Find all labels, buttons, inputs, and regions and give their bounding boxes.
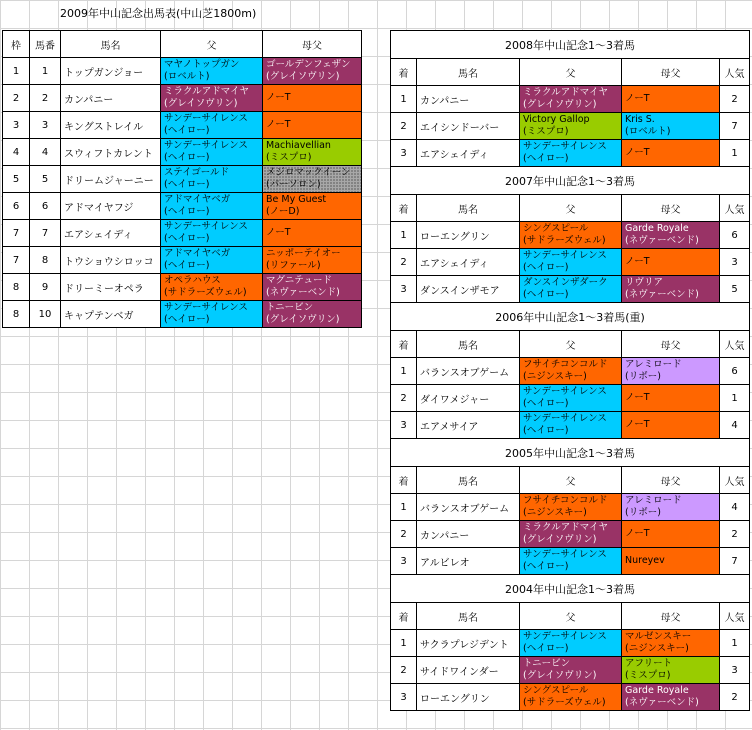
result-broodmare-sire: アレミロード (リボー) bbox=[622, 494, 720, 521]
result-broodmare-sire: Nureyev bbox=[622, 548, 720, 575]
entry-sire: オペラハウス (サドラーズウェル) bbox=[161, 274, 263, 301]
entry-sire: ステイゴールド (ヘイロー) bbox=[161, 166, 263, 193]
result-horse-name: エイシンドーバー bbox=[417, 113, 520, 140]
result-sire: シングスピール (サドラーズウェル) bbox=[520, 222, 622, 249]
header-popularity: 人気 bbox=[720, 331, 750, 358]
result-horse-name: エアシェイディ bbox=[417, 249, 520, 276]
entry-row bbox=[3, 193, 362, 220]
result-broodmare-sire: ノーT bbox=[622, 140, 720, 167]
result-broodmare-sire: Kris S. (ロベルト) bbox=[622, 113, 720, 140]
entry-umaban: 2 bbox=[30, 85, 61, 112]
result-horse-name: アルビレオ bbox=[417, 548, 520, 575]
result-sire: サンデーサイレンス (ヘイロー) bbox=[520, 548, 622, 575]
entry-broodmare-sire: トニービン (グレイソヴリン) bbox=[263, 301, 362, 328]
result-sire: ダンスインザダーク (ヘイロー) bbox=[520, 276, 622, 303]
result-finish: 2 bbox=[391, 521, 417, 548]
entry-umaban: 9 bbox=[30, 274, 61, 301]
result-sire: サンデーサイレンス (ヘイロー) bbox=[520, 630, 622, 657]
result-sire: Victory Gallop (ミスプロ) bbox=[520, 113, 622, 140]
result-finish: 2 bbox=[391, 113, 417, 140]
sheet-title: 2009年中山記念出馬表(中山芝1800m) bbox=[60, 7, 257, 20]
result-finish: 3 bbox=[391, 548, 417, 575]
result-horse-name: エアメサイア bbox=[417, 412, 520, 439]
result-finish: 2 bbox=[391, 657, 417, 684]
result-popularity: 2 bbox=[720, 86, 750, 113]
result-sire: フサイチコンコルド (ニジンスキー) bbox=[520, 494, 622, 521]
header-finish: 着 bbox=[391, 603, 417, 630]
result-row bbox=[391, 412, 750, 439]
header-broodmare-sire: 母父 bbox=[622, 467, 720, 494]
entry-row bbox=[3, 139, 362, 166]
result-popularity: 3 bbox=[720, 657, 750, 684]
result-broodmare-sire: Garde Royale (ネヴァーベンド) bbox=[622, 222, 720, 249]
header-umaban: 馬番 bbox=[30, 31, 61, 58]
result-horse-name: バランスオブゲーム bbox=[417, 358, 520, 385]
result-horse-name: カンパニー bbox=[417, 521, 520, 548]
result-popularity: 1 bbox=[720, 385, 750, 412]
result-popularity: 5 bbox=[720, 276, 750, 303]
result-finish: 2 bbox=[391, 385, 417, 412]
result-horse-name: バランスオブゲーム bbox=[417, 494, 520, 521]
result-row bbox=[391, 249, 750, 276]
result-broodmare-sire: アフリート (ミスプロ) bbox=[622, 657, 720, 684]
result-popularity: 7 bbox=[720, 548, 750, 575]
header-broodmare-sire: 母父 bbox=[622, 603, 720, 630]
header-finish: 着 bbox=[391, 331, 417, 358]
header-broodmare-sire: 母父 bbox=[622, 195, 720, 222]
result-row bbox=[391, 140, 750, 167]
entry-umaban: 3 bbox=[30, 112, 61, 139]
result-sire: シングスピール (サドラーズウェル) bbox=[520, 684, 622, 711]
result-broodmare-sire: ノーT bbox=[622, 86, 720, 113]
header-horse-name: 馬名 bbox=[417, 59, 520, 86]
header-sire: 父 bbox=[520, 331, 622, 358]
entry-broodmare-sire: Be My Guest (ノーD) bbox=[263, 193, 362, 220]
result-row bbox=[391, 113, 750, 140]
result-broodmare-sire: リヴリア (ネヴァーベンド) bbox=[622, 276, 720, 303]
entry-row bbox=[3, 247, 362, 274]
result-finish: 3 bbox=[391, 412, 417, 439]
entry-row bbox=[3, 112, 362, 139]
result-popularity: 4 bbox=[720, 494, 750, 521]
result-horse-name: ローエングリン bbox=[417, 684, 520, 711]
entry-broodmare-sire: Machiavellian (ミスプロ) bbox=[263, 139, 362, 166]
header-finish: 着 bbox=[391, 467, 417, 494]
results-section-title-row bbox=[391, 31, 750, 59]
header-waku: 枠 bbox=[3, 31, 30, 58]
entry-umaban: 1 bbox=[30, 58, 61, 85]
entry-broodmare-sire: ノーT bbox=[263, 112, 362, 139]
entry-waku: 8 bbox=[3, 274, 30, 301]
result-row bbox=[391, 276, 750, 303]
result-row bbox=[391, 548, 750, 575]
entry-row bbox=[3, 166, 362, 193]
header-horse-name: 馬名 bbox=[61, 31, 161, 58]
entry-sire: アドマイヤベガ (ヘイロー) bbox=[161, 247, 263, 274]
entry-sire: アドマイヤベガ (ヘイロー) bbox=[161, 193, 263, 220]
header-horse-name: 馬名 bbox=[417, 467, 520, 494]
entries-table bbox=[2, 30, 362, 328]
entry-horse-name: カンパニー bbox=[61, 85, 161, 112]
result-row bbox=[391, 86, 750, 113]
result-sire: トニービン (グレイソヴリン) bbox=[520, 657, 622, 684]
result-sire: フサイチコンコルド (ニジンスキー) bbox=[520, 358, 622, 385]
result-row bbox=[391, 222, 750, 249]
result-sire: ミラクルアドマイヤ (グレイソヴリン) bbox=[520, 521, 622, 548]
result-finish: 3 bbox=[391, 276, 417, 303]
result-popularity: 2 bbox=[720, 684, 750, 711]
result-sire: サンデーサイレンス (ヘイロー) bbox=[520, 140, 622, 167]
result-row bbox=[391, 657, 750, 684]
entry-waku: 6 bbox=[3, 193, 30, 220]
result-broodmare-sire: ノーT bbox=[622, 412, 720, 439]
results-header-row bbox=[391, 59, 750, 86]
entry-waku: 7 bbox=[3, 247, 30, 274]
entry-waku: 5 bbox=[3, 166, 30, 193]
entry-waku: 7 bbox=[3, 220, 30, 247]
header-sire: 父 bbox=[161, 31, 263, 58]
results-section-title: 2007年中山記念1～3着馬 bbox=[391, 167, 750, 195]
entry-waku: 4 bbox=[3, 139, 30, 166]
entry-row bbox=[3, 301, 362, 328]
header-broodmare-sire: 母父 bbox=[263, 31, 362, 58]
entry-waku: 1 bbox=[3, 58, 30, 85]
result-finish: 1 bbox=[391, 358, 417, 385]
result-row bbox=[391, 630, 750, 657]
result-popularity: 6 bbox=[720, 222, 750, 249]
result-horse-name: サクラプレジデント bbox=[417, 630, 520, 657]
results-section-title: 2006年中山記念1～3着馬(重) bbox=[391, 303, 750, 331]
result-broodmare-sire: ノーT bbox=[622, 521, 720, 548]
entry-umaban: 6 bbox=[30, 193, 61, 220]
result-popularity: 6 bbox=[720, 358, 750, 385]
entry-sire: ミラクルアドマイヤ (グレイソヴリン) bbox=[161, 85, 263, 112]
entry-broodmare-sire: メジロマックイーン (パーソロン) bbox=[263, 166, 362, 193]
entry-sire: マヤノトップガン (ロベルト) bbox=[161, 58, 263, 85]
result-sire: サンデーサイレンス (ヘイロー) bbox=[520, 412, 622, 439]
result-finish: 3 bbox=[391, 684, 417, 711]
result-finish: 1 bbox=[391, 222, 417, 249]
header-horse-name: 馬名 bbox=[417, 603, 520, 630]
results-header-row bbox=[391, 603, 750, 630]
result-row bbox=[391, 385, 750, 412]
header-popularity: 人気 bbox=[720, 467, 750, 494]
result-row bbox=[391, 494, 750, 521]
entry-sire: サンデーサイレンス (ヘイロー) bbox=[161, 112, 263, 139]
entry-waku: 3 bbox=[3, 112, 30, 139]
entry-horse-name: キャプテンベガ bbox=[61, 301, 161, 328]
result-popularity: 7 bbox=[720, 113, 750, 140]
header-finish: 着 bbox=[391, 59, 417, 86]
entry-broodmare-sire: マグニテュード (ネヴァーベンド) bbox=[263, 274, 362, 301]
result-finish: 1 bbox=[391, 630, 417, 657]
result-broodmare-sire: マルゼンスキー (ニジンスキー) bbox=[622, 630, 720, 657]
entry-horse-name: アドマイヤフジ bbox=[61, 193, 161, 220]
entry-broodmare-sire: ニッポーテイオー (リファール) bbox=[263, 247, 362, 274]
header-horse-name: 馬名 bbox=[417, 331, 520, 358]
result-finish: 2 bbox=[391, 249, 417, 276]
entry-umaban: 7 bbox=[30, 220, 61, 247]
result-finish: 3 bbox=[391, 140, 417, 167]
header-broodmare-sire: 母父 bbox=[622, 59, 720, 86]
entry-broodmare-sire: ノーT bbox=[263, 85, 362, 112]
entries-header-row bbox=[3, 31, 362, 58]
result-finish: 1 bbox=[391, 494, 417, 521]
entry-sire: サンデーサイレンス (ヘイロー) bbox=[161, 301, 263, 328]
entry-horse-name: キングストレイル bbox=[61, 112, 161, 139]
entry-sire: サンデーサイレンス (ヘイロー) bbox=[161, 139, 263, 166]
results-section-title-row bbox=[391, 167, 750, 195]
result-sire: サンデーサイレンス (ヘイロー) bbox=[520, 385, 622, 412]
result-popularity: 2 bbox=[720, 521, 750, 548]
entry-broodmare-sire: ゴールデンフェザン (グレイソヴリン) bbox=[263, 58, 362, 85]
header-sire: 父 bbox=[520, 467, 622, 494]
result-horse-name: ダンスインザモア bbox=[417, 276, 520, 303]
result-row bbox=[391, 521, 750, 548]
result-popularity: 1 bbox=[720, 630, 750, 657]
result-horse-name: ローエングリン bbox=[417, 222, 520, 249]
results-section-title-row bbox=[391, 439, 750, 467]
results-header-row bbox=[391, 195, 750, 222]
result-popularity: 3 bbox=[720, 249, 750, 276]
results-header-row bbox=[391, 331, 750, 358]
result-horse-name: カンパニー bbox=[417, 86, 520, 113]
entry-horse-name: エアシェイディ bbox=[61, 220, 161, 247]
entry-sire: サンデーサイレンス (ヘイロー) bbox=[161, 220, 263, 247]
result-popularity: 1 bbox=[720, 140, 750, 167]
entry-umaban: 10 bbox=[30, 301, 61, 328]
header-sire: 父 bbox=[520, 603, 622, 630]
entry-row bbox=[3, 220, 362, 247]
header-sire: 父 bbox=[520, 195, 622, 222]
entry-horse-name: スウィフトカレント bbox=[61, 139, 161, 166]
result-horse-name: ダイワメジャー bbox=[417, 385, 520, 412]
entry-umaban: 8 bbox=[30, 247, 61, 274]
entry-row bbox=[3, 274, 362, 301]
header-popularity: 人気 bbox=[720, 59, 750, 86]
result-broodmare-sire: Garde Royale (ネヴァーベンド) bbox=[622, 684, 720, 711]
result-finish: 1 bbox=[391, 86, 417, 113]
entry-umaban: 5 bbox=[30, 166, 61, 193]
header-popularity: 人気 bbox=[720, 195, 750, 222]
entry-row bbox=[3, 85, 362, 112]
entry-horse-name: ドリーミーオペラ bbox=[61, 274, 161, 301]
result-horse-name: サイドワインダー bbox=[417, 657, 520, 684]
entry-broodmare-sire: ノーT bbox=[263, 220, 362, 247]
entry-horse-name: ドリームジャーニー bbox=[61, 166, 161, 193]
entry-umaban: 4 bbox=[30, 139, 61, 166]
entry-horse-name: トウショウシロッコ bbox=[61, 247, 161, 274]
result-broodmare-sire: ノーT bbox=[622, 249, 720, 276]
results-section-title: 2005年中山記念1～3着馬 bbox=[391, 439, 750, 467]
header-popularity: 人気 bbox=[720, 603, 750, 630]
results-table bbox=[390, 30, 750, 711]
result-popularity: 4 bbox=[720, 412, 750, 439]
result-sire: サンデーサイレンス (ヘイロー) bbox=[520, 249, 622, 276]
results-section-title-row bbox=[391, 303, 750, 331]
header-finish: 着 bbox=[391, 195, 417, 222]
results-section-title: 2004年中山記念1～3着馬 bbox=[391, 575, 750, 603]
result-sire: ミラクルアドマイヤ (グレイソヴリン) bbox=[520, 86, 622, 113]
entry-waku: 2 bbox=[3, 85, 30, 112]
result-row bbox=[391, 684, 750, 711]
result-horse-name: エアシェイディ bbox=[417, 140, 520, 167]
header-broodmare-sire: 母父 bbox=[622, 331, 720, 358]
results-section-title: 2008年中山記念1～3着馬 bbox=[391, 31, 750, 59]
results-header-row bbox=[391, 467, 750, 494]
results-section-title-row bbox=[391, 575, 750, 603]
entry-row bbox=[3, 58, 362, 85]
header-horse-name: 馬名 bbox=[417, 195, 520, 222]
entry-horse-name: トップガンジョー bbox=[61, 58, 161, 85]
entry-waku: 8 bbox=[3, 301, 30, 328]
result-row bbox=[391, 358, 750, 385]
header-sire: 父 bbox=[520, 59, 622, 86]
result-broodmare-sire: ノーT bbox=[622, 385, 720, 412]
result-broodmare-sire: アレミロード (リボー) bbox=[622, 358, 720, 385]
